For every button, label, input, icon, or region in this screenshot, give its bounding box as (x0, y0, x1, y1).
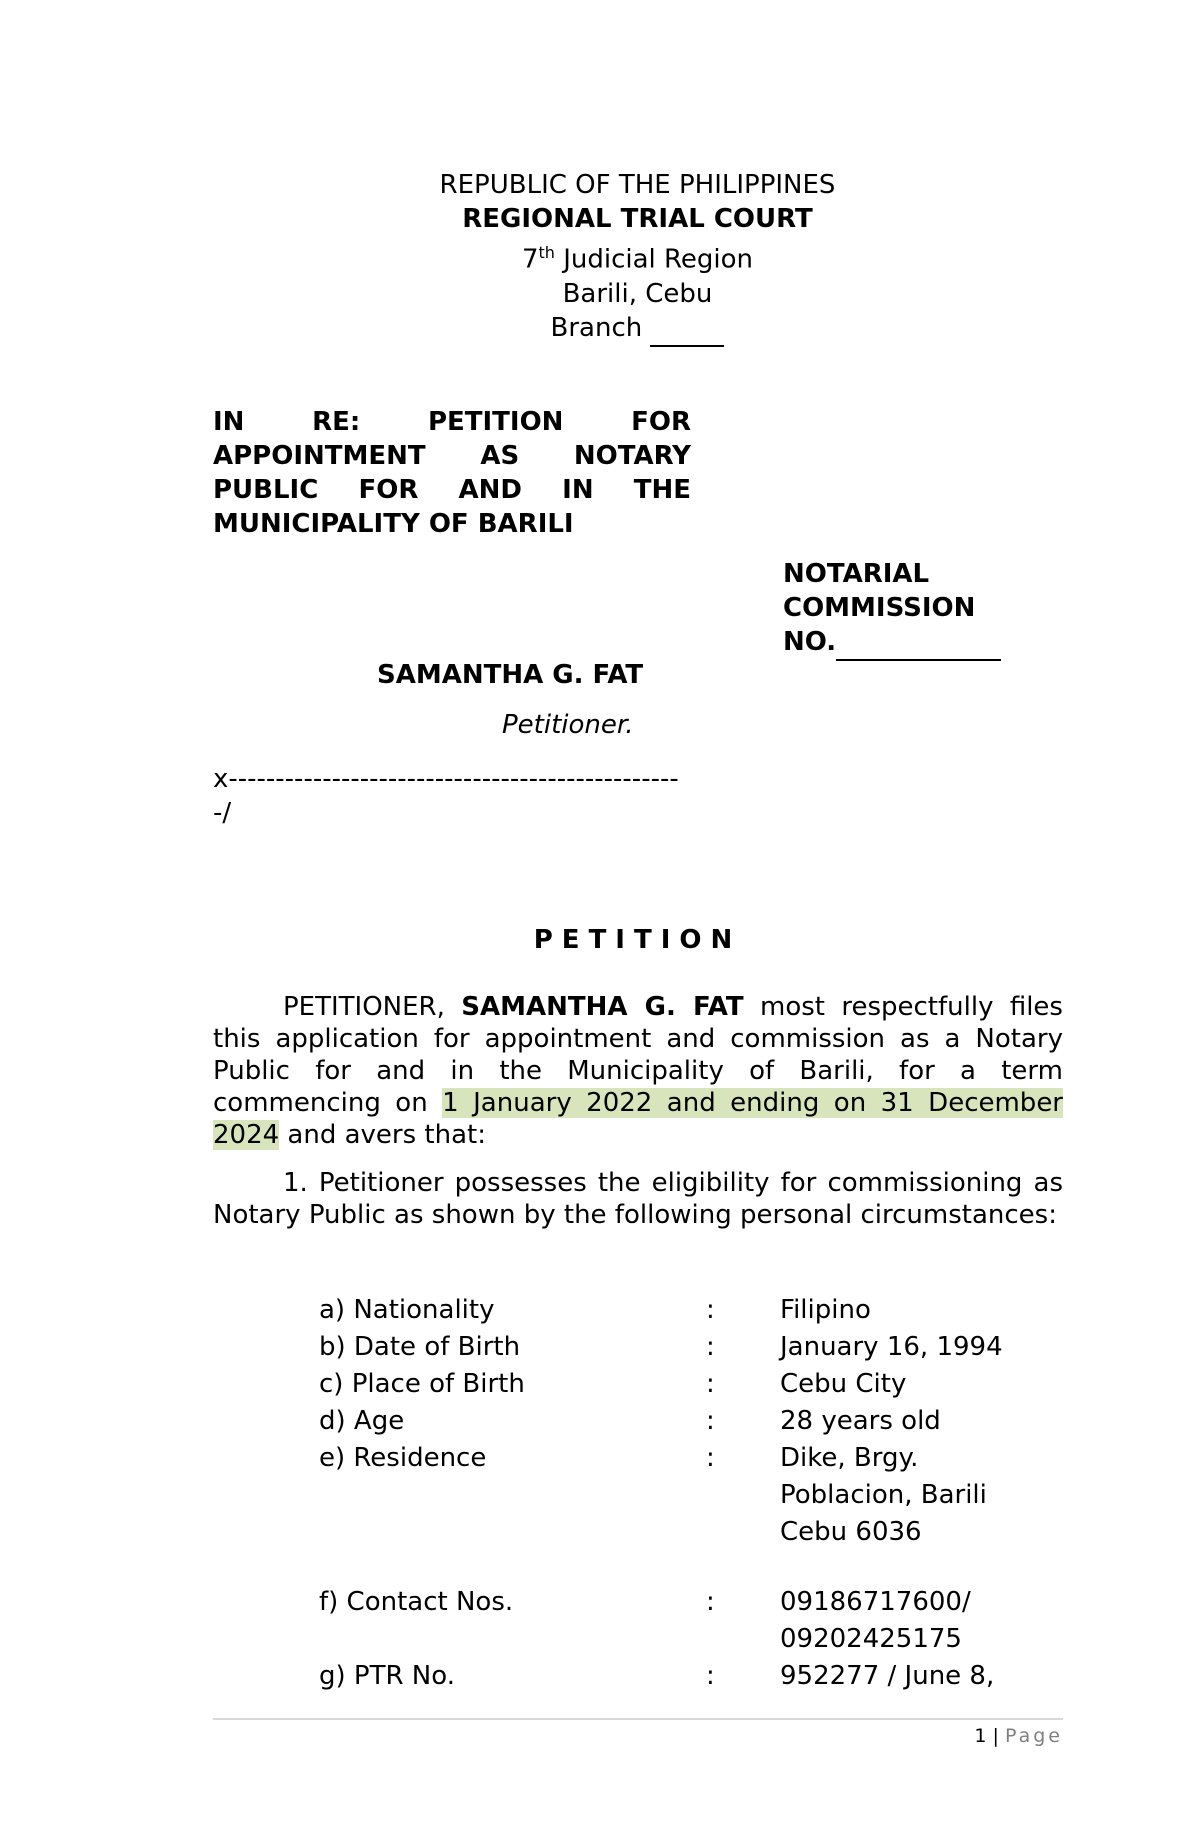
term-highlight: 1 January 2022 and ending on 31 December 2024 (213, 1088, 1063, 1150)
intro-suffix: and avers that: (279, 1120, 486, 1150)
detail-value: 09202425175 (780, 1624, 962, 1654)
commission-no-label: NO. (783, 627, 837, 657)
detail-value: Poblacion, Barili (780, 1480, 987, 1510)
detail-value: Dike, Brgy. (780, 1443, 919, 1473)
detail-colon: : (706, 1443, 715, 1473)
region-number: 7 (521, 244, 539, 275)
detail-colon: : (706, 1406, 715, 1436)
page-label: Page (1005, 1725, 1063, 1747)
detail-colon: : (706, 1369, 715, 1399)
footer-divider (213, 1718, 1063, 1720)
detail-label: b) Date of Birth (319, 1332, 521, 1362)
branch-blank (650, 311, 724, 347)
commission-no-blank (836, 625, 1001, 661)
intro-paragraph (213, 991, 1063, 1151)
detail-label: c) Place of Birth (319, 1369, 525, 1399)
notarial-commission (783, 557, 1001, 661)
caption-separator: x-------------------------------------------------/ (213, 764, 679, 828)
detail-colon: : (706, 1295, 715, 1325)
detail-colon: : (706, 1332, 715, 1362)
intro-petitioner-name: SAMANTHA G. FAT (461, 992, 744, 1022)
document-title: PETITION (533, 925, 742, 955)
detail-value: Cebu 6036 (780, 1517, 922, 1547)
detail-label: e) Residence (319, 1443, 487, 1473)
intro-prefix: PETITIONER, (283, 992, 462, 1022)
petitioner-name: SAMANTHA G. FAT (377, 660, 644, 690)
caption-line-2: APPOINTMENT AS NOTARY (213, 441, 691, 471)
commission-line-1: NOTARIAL (783, 559, 930, 589)
detail-value: 952277 / June 8, (780, 1661, 995, 1691)
branch-label: Branch (550, 312, 651, 343)
intro-text (213, 991, 1063, 1151)
region-suffix: th (538, 243, 555, 262)
branch-line (0, 311, 1200, 347)
detail-label: f) Contact Nos. (319, 1587, 514, 1617)
item-1-text: 1. Petitioner possesses the eligibility for commissioning as Notary Public as shown by the following personal circumstances: (213, 1168, 1063, 1230)
detail-value: Cebu City (780, 1369, 907, 1399)
detail-label: d) Age (319, 1406, 405, 1436)
caption-line-1: IN RE: PETITION FOR (213, 407, 691, 437)
intro-middle: most respectfully files this application for appointment and commission as a Notary Public for and in the Municipality of Barili, for a term commencing on (213, 992, 1063, 1118)
region-text: Judicial Region (554, 244, 754, 275)
detail-value: Filipino (780, 1295, 871, 1325)
court-location: Barili, Cebu (562, 278, 713, 309)
judicial-region (0, 236, 1200, 277)
page-number: 1 (974, 1725, 987, 1747)
case-caption (213, 405, 691, 541)
detail-label: a) Nationality (319, 1295, 495, 1325)
caption-line-4: MUNICIPALITY OF BARILI (213, 509, 574, 539)
footer-separator: | (986, 1725, 1005, 1747)
petitioner-role: Petitioner. (502, 710, 634, 740)
detail-value: 09186717600/ (780, 1587, 971, 1617)
detail-value: 28 years old (780, 1406, 941, 1436)
caption-line-3: PUBLIC FOR AND IN THE (213, 475, 691, 505)
detail-colon: : (706, 1661, 715, 1691)
court-header (0, 168, 1200, 347)
commission-line-2: COMMISSION (783, 593, 976, 623)
detail-colon: : (706, 1587, 715, 1617)
item-1-paragraph (213, 1167, 1063, 1231)
commission-line-3 (783, 625, 1001, 661)
page-footer (0, 1725, 1063, 1747)
detail-label: g) PTR No. (319, 1661, 455, 1691)
court-name: REGIONAL TRIAL COURT (462, 204, 813, 234)
detail-value: January 16, 1994 (780, 1332, 1003, 1362)
republic-line: REPUBLIC OF THE PHILIPPINES (439, 170, 836, 200)
